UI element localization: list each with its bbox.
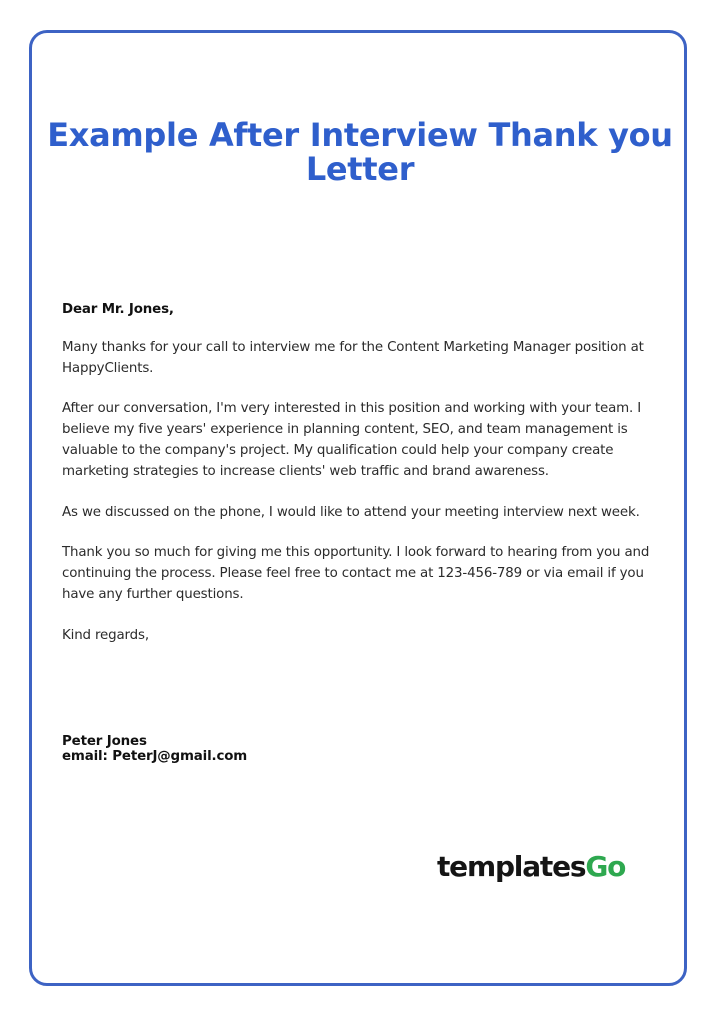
- logo-text-templates: templates: [437, 850, 586, 883]
- templatesgo-logo: [437, 850, 625, 884]
- letter-body: [62, 300, 662, 647]
- signature-email: email: PeterJ@gmail.com: [62, 749, 248, 764]
- paragraph-3: As we discussed on the phone, I would like to attend your meeting interview next week.: [62, 504, 640, 520]
- signature-name: Peter Jones: [62, 734, 147, 749]
- paragraph-2: After our conversation, I'm very interested in this position and working with your team. I believe my five years' experience in planning content, SEO, and team management is valuable to the company's project. My qualification could help your company create marketing strategies to increase clients' web traffic and brand awareness.: [62, 401, 642, 479]
- closing: Kind regards,: [62, 627, 149, 643]
- page-title: Example After Interview Thank you Letter: [47, 116, 673, 188]
- salutation: Dear Mr. Jones,: [62, 302, 174, 317]
- paragraph-4: Thank you so much for giving me this opportunity. I look forward to hearing from you and continuing the process. Please feel free to contact me at 123-456-789 or via email if you have any further questions.: [62, 545, 650, 602]
- logo-text-go: Go: [585, 850, 626, 883]
- paragraph-1: Many thanks for your call to interview me for the Content Marketing Manager position at HappyClients.: [62, 339, 644, 376]
- signature-block: [62, 734, 247, 764]
